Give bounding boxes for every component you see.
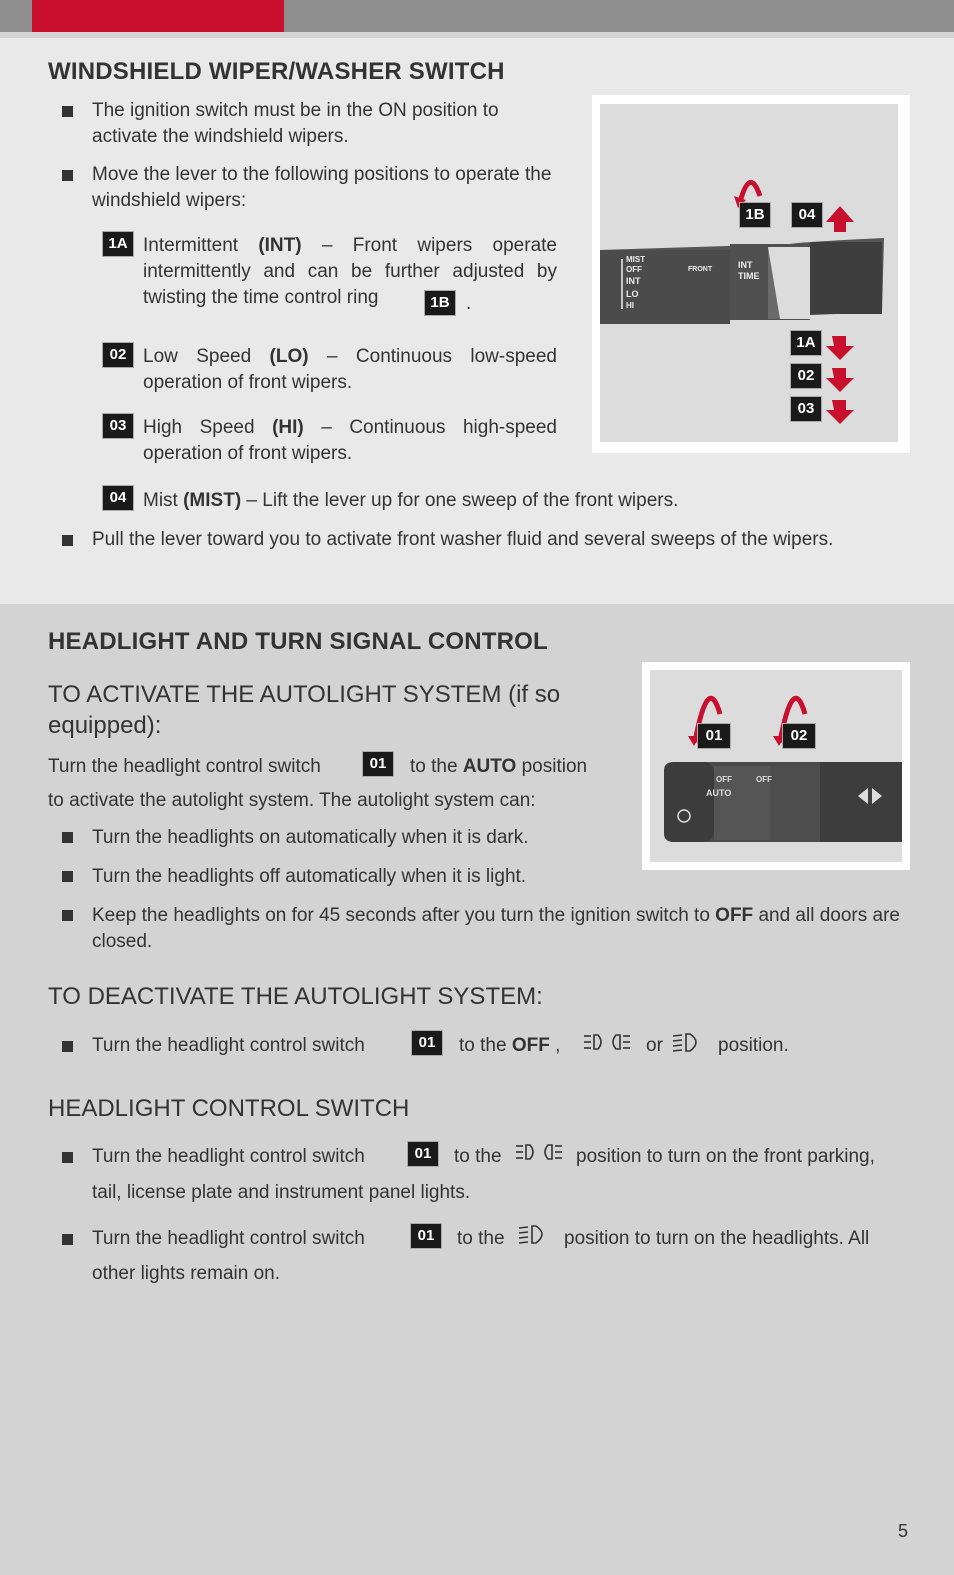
switch-b1-to: to the <box>454 1146 502 1167</box>
text: and all doors are closed. <box>92 905 900 952</box>
badge-04: 04 <box>102 485 134 511</box>
bold-off: OFF <box>715 905 754 926</box>
wiper-item-lo <box>143 344 557 396</box>
lever-label-off: OFF <box>626 265 642 274</box>
item-text: Mist <box>143 490 184 511</box>
text: to the <box>410 756 458 777</box>
item-text: High Speed <box>143 417 273 438</box>
deactivate-heading: TO DEACTIVATE THE AUTOLIGHT SYSTEM: <box>48 983 543 1010</box>
switch-b1-post: position to turn on the front parking, <box>576 1146 875 1167</box>
or-text: or <box>646 1035 663 1056</box>
badge-01: 01 <box>410 1223 442 1249</box>
headlight-lever-illustration <box>650 670 902 862</box>
deactivate-text: Turn the headlight control switch <box>92 1035 365 1056</box>
lever-label-hi: HI <box>626 301 634 310</box>
bullet-icon <box>62 910 73 921</box>
wiper-item-int <box>143 233 557 311</box>
wiper-bullet-1: The ignition switch must be in the ON position to activate the windshield wipers. <box>92 100 499 147</box>
activate-bullet-3 <box>92 903 922 955</box>
page-number: 5 <box>897 1521 908 1541</box>
item-text: – Continuous low-speed operation of front wipers. <box>143 346 557 393</box>
headlight-lever-image <box>650 670 902 862</box>
badge-02: 02 <box>102 342 134 368</box>
parking-lights-icon <box>583 1032 631 1054</box>
top-bar-accent <box>32 0 284 32</box>
lever-label-off: OFF <box>716 775 732 784</box>
headlight-icon <box>672 1032 704 1054</box>
switch-b2-text: Turn the headlight control switch <box>92 1228 365 1249</box>
lever-label-front: FRONT <box>688 266 713 273</box>
bullet-icon <box>62 1041 73 1052</box>
activate-heading: TO ACTIVATE THE AUTOLIGHT SYSTEM (if so equipped): <box>48 681 561 739</box>
badge-01: 01 <box>362 751 394 777</box>
wiper-bullet-2: Move the lever to the following positions to operate the windshield wipers: <box>92 164 552 211</box>
bullet-icon <box>62 1234 73 1245</box>
text: Turn the headlight control switch <box>48 756 321 777</box>
text: Keep the headlights on for 45 seconds after you turn the ignition switch to <box>92 905 716 926</box>
wiper-lever-illustration <box>600 104 898 442</box>
callout-1b: 1B <box>739 202 771 228</box>
item-text: – Continuous high-speed operation of front wipers. <box>143 417 557 464</box>
lever-label-mist: MIST <box>626 255 646 264</box>
headlight-icon <box>518 1224 550 1246</box>
deactivate-text-2 <box>459 1033 560 1059</box>
wiper-item-mist <box>143 488 923 514</box>
item-text: – Front wipers operate intermittently and can be further adjusted by twisting the time control ring <box>143 235 557 308</box>
position-text: position. <box>718 1035 789 1056</box>
bold-off: OFF <box>511 1035 550 1056</box>
item-bold: (LO) <box>269 346 309 367</box>
bullet-icon <box>62 106 73 117</box>
headlight-title: HEADLIGHT AND TURN SIGNAL CONTROL <box>48 628 548 655</box>
badge-01: 01 <box>407 1141 439 1167</box>
item-text: Intermittent <box>143 235 259 256</box>
bullet-icon <box>62 871 73 882</box>
wiper-bullet-3: Pull the lever toward you to activate front washer fluid and several sweeps of the wipers. <box>92 529 834 550</box>
lever-label-off-2: OFF <box>756 775 772 784</box>
text: to the <box>459 1035 507 1056</box>
bullet-icon <box>62 1152 73 1163</box>
item-bold: (HI) <box>272 417 304 438</box>
bullet-icon <box>62 535 73 546</box>
badge-03: 03 <box>102 413 134 439</box>
top-bar <box>0 0 954 32</box>
wiper-lever-image <box>600 104 898 442</box>
callout-1a: 1A <box>790 330 822 356</box>
switch-b1-text: Turn the headlight control switch <box>92 1146 365 1167</box>
switch-b1-line2: tail, license plate and instrument panel lights. <box>92 1182 471 1203</box>
bold-auto: AUTO <box>462 756 517 777</box>
badge-01: 01 <box>411 1030 443 1056</box>
switch-b2-line2: other lights remain on. <box>92 1263 280 1284</box>
activate-text-line2: to activate the autolight system. The autolight system can: <box>48 790 536 811</box>
lever-label-time: TIME <box>738 271 760 281</box>
text: position <box>521 756 588 777</box>
bullet-icon <box>62 170 73 181</box>
callout-02: 02 <box>790 363 822 389</box>
activate-text-line1b <box>410 754 587 780</box>
activate-text-line1 <box>48 754 321 780</box>
switch-b2-to: to the <box>457 1228 505 1249</box>
text: , <box>555 1035 561 1056</box>
parking-lights-icon <box>515 1142 563 1164</box>
lever-label-int-time: INT <box>738 260 753 270</box>
item-bold: (MIST) <box>183 490 242 511</box>
wiper-item-hi <box>143 415 557 467</box>
item-period: . <box>466 293 472 314</box>
activate-bullet-2: Turn the headlights off automatically when it is light. <box>92 866 527 887</box>
callout-03: 03 <box>790 396 822 422</box>
wiper-title: WINDSHIELD WIPER/WASHER SWITCH <box>48 58 505 85</box>
bullet-icon <box>62 832 73 843</box>
badge-1a: 1A <box>102 231 134 257</box>
switch-b2-post: position to turn on the headlights. All <box>564 1228 870 1249</box>
item-bold: (INT) <box>258 235 302 256</box>
activate-bullet-1: Turn the headlights on automatically when it is dark. <box>92 827 529 848</box>
badge-1b-inline: 1B <box>424 290 456 316</box>
item-text: – Lift the lever up for one sweep of the front wipers. <box>241 490 679 511</box>
switch-heading: HEADLIGHT CONTROL SWITCH <box>48 1095 410 1122</box>
lever-label-int: INT <box>626 276 641 286</box>
lever-label-auto: AUTO <box>706 788 732 798</box>
callout-02: 02 <box>782 723 816 749</box>
item-text: Low Speed <box>143 346 270 367</box>
callout-04: 04 <box>791 202 823 228</box>
lever-label-lo: LO <box>626 289 639 299</box>
callout-01: 01 <box>697 723 731 749</box>
